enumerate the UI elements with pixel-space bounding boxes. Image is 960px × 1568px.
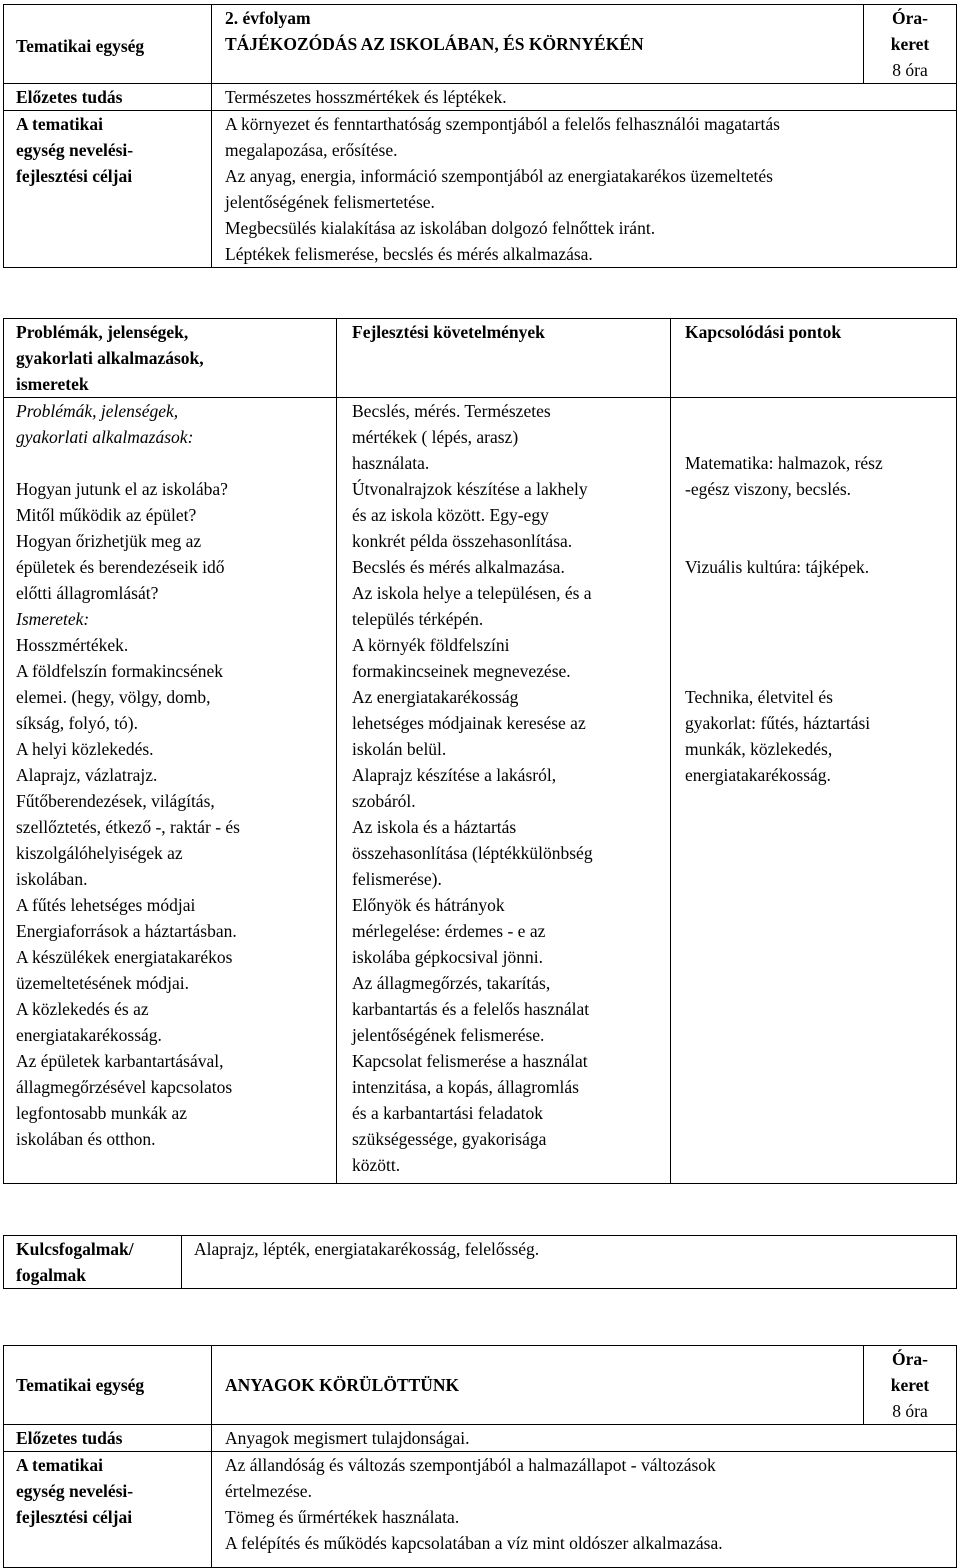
col1-header-line: Problémák, jelenségek, (16, 322, 189, 342)
col3-header-text: Kapcsolódási pontok (685, 322, 842, 342)
connection-tech: energiatakarékosság. (685, 765, 831, 785)
knowledge-line: A helyi közlekedés. (16, 739, 154, 759)
requirement-line: és az iskola között. Egy-egy (352, 505, 549, 525)
content-table (3, 318, 957, 1184)
goals-label-cell (4, 1452, 212, 1568)
goals-label-3: fejlesztési céljai (16, 166, 133, 186)
keywords-label-cell (4, 1236, 182, 1289)
knowledge-line: szellőztetés, étkező -, raktár - és (16, 817, 240, 837)
goal-line: megalapozása, erősítése. (225, 140, 398, 160)
problem-line: Mitől működik az épület? (16, 505, 197, 525)
connection-tech: Technika, életvitel és (685, 687, 833, 707)
prior-label-cell (4, 1425, 212, 1452)
hours-value: 8 óra (892, 60, 928, 80)
keywords-label: Kulcsfogalmak/ (16, 1239, 134, 1259)
knowledge-line: energiatakarékosság. (16, 1025, 162, 1045)
goal-line: Léptékek felismerése, becslés és mérés alkalmazása. (225, 244, 593, 264)
col1-header-line: ismeretek (16, 374, 89, 394)
knowledge-line: A földfelszín formakincsének (16, 661, 224, 681)
requirement-line: Becslés, mérés. Természetes (352, 401, 551, 421)
requirement-line: jelentőségének felismerése. (352, 1025, 545, 1045)
requirement-line: Előnyök és hátrányok (352, 895, 505, 915)
hours-label-1: Óra- (892, 1349, 928, 1369)
problems-heading: gyakorlati alkalmazások: (16, 427, 194, 447)
knowledge-line: A fűtés lehetséges módjai (16, 895, 196, 915)
hours-label-2: keret (890, 34, 930, 54)
prior-label-cell (4, 84, 212, 111)
requirement-line: konkrét példa összehasonlítása. (352, 531, 573, 551)
hours-cell (864, 1346, 957, 1425)
hours-label-1: Óra- (892, 8, 928, 28)
unit-title: TÁJÉKOZÓDÁS AZ ISKOLÁBAN, ÉS KÖRNYÉKÉN (225, 34, 644, 54)
unit1-table (3, 4, 957, 268)
connections-cell (671, 398, 957, 1184)
problems-heading: Problémák, jelenségek, (16, 401, 179, 421)
prior-label: Előzetes tudás (16, 1428, 123, 1448)
prior-text-cell (212, 1425, 957, 1452)
requirement-line: mértékek ( lépés, arasz) (352, 427, 519, 447)
goal-line: Az anyag, energia, információ szempontjából az energiatakarékos üzemeltetés (225, 166, 773, 186)
requirement-line: iskolába gépkocsival jönni. (352, 947, 544, 967)
goals-label-cell (4, 111, 212, 268)
prior-text: Természetes hosszmértékek és léptékek. (225, 87, 507, 107)
goals-label-2: egység nevelési- (16, 1481, 134, 1501)
connection-visual: Vizuális kultúra: tájképek. (685, 557, 870, 577)
goals-text-cell (212, 1452, 957, 1568)
prior-text-cell (212, 84, 957, 111)
knowledge-line: legfontosabb munkák az (16, 1103, 188, 1123)
problem-line: Hogyan őrizhetjük meg az (16, 531, 202, 551)
requirement-line: felismerése). (352, 869, 442, 889)
unit-label: Tematikai egység (16, 36, 145, 56)
requirement-line: szobáról. (352, 791, 416, 811)
requirement-line: szükségessége, gyakorisága (352, 1129, 547, 1149)
unit2-table (3, 1345, 957, 1568)
hours-value: 8 óra (892, 1401, 928, 1421)
requirements-cell (337, 398, 671, 1184)
connection-tech: gyakorlat: fűtés, háztartási (685, 713, 871, 733)
requirement-line: összehasonlítása (léptékkülönbség (352, 843, 593, 863)
requirement-line: iskolán belül. (352, 739, 447, 759)
requirement-line: karbantartás és a felelős használat (352, 999, 590, 1019)
problems-list (16, 476, 336, 606)
col2-header-text: Fejlesztési követelmények (352, 322, 545, 342)
requirement-line: Az iskola helye a településen, és a (352, 583, 592, 603)
problems-knowledge-cell (4, 398, 337, 1184)
goal-line: jelentőségének felismertetése. (225, 192, 435, 212)
knowledge-line: állagmegőrzésével kapcsolatos (16, 1077, 233, 1097)
keywords-text: Alaprajz, lépték, energiatakarékosság, felelősség. (194, 1239, 540, 1259)
knowledge-line: Energiaforrások a háztartásban. (16, 921, 237, 941)
requirement-line: mérlegelése: érdemes - e az (352, 921, 546, 941)
problem-line: épületek és berendezéseik idő (16, 557, 225, 577)
requirements-list (352, 398, 670, 1178)
requirement-line: Kapcsolat felismerése a használat (352, 1051, 588, 1071)
unit-label: Tematikai egység (16, 1375, 145, 1395)
requirement-line: lehetséges módjainak keresése az (352, 713, 586, 733)
requirement-line: Alaprajz készítése a lakásról, (352, 765, 557, 785)
requirement-line: Becslés és mérés alkalmazása. (352, 557, 565, 577)
knowledge-heading: Ismeretek: (16, 609, 90, 629)
goals-label-1: A tematikai (16, 1455, 104, 1475)
unit-title: ANYAGOK KÖRÜLÖTTÜNK (225, 1375, 460, 1395)
knowledge-line: iskolában és otthon. (16, 1129, 156, 1149)
requirement-line: formakincseinek megnevezése. (352, 661, 571, 681)
hours-cell (864, 5, 957, 84)
knowledge-line: síkság, folyó, tó). (16, 713, 139, 733)
knowledge-line: iskolában. (16, 869, 88, 889)
keywords-label: fogalmak (16, 1265, 86, 1285)
goals-label-1: A tematikai (16, 114, 104, 134)
unit-label-cell (4, 5, 212, 84)
knowledge-line: üzemeltetésének módjai. (16, 973, 189, 993)
requirement-line: és a karbantartási feladatok (352, 1103, 543, 1123)
goal-line: Az állandóság és változás szempontjából a halmazállapot - változások (225, 1455, 716, 1475)
requirement-line: között. (352, 1155, 401, 1175)
requirement-line: Az energiatakarékosság (352, 687, 519, 707)
knowledge-line: Az épületek karbantartásával, (16, 1051, 224, 1071)
col3-header (671, 319, 957, 398)
grade-label: 2. évfolyam (225, 8, 311, 28)
requirement-line: Útvonalrajzok készítése a lakhely (352, 479, 588, 499)
problem-line: Hogyan jutunk el az iskolába? (16, 479, 228, 499)
goal-line: Tömeg és űrmértékek használata. (225, 1507, 460, 1527)
knowledge-line: A közlekedés és az (16, 999, 149, 1019)
goals-label-3: fejlesztési céljai (16, 1507, 133, 1527)
knowledge-line: A készülékek energiatakarékos (16, 947, 233, 967)
connection-tech: munkák, közlekedés, (685, 739, 833, 759)
col2-header (337, 319, 671, 398)
goal-line: Megbecsülés kialakítása az iskolában dolgozó felnőttek iránt. (225, 218, 656, 238)
requirement-line: intenzitása, a kopás, állagromlás (352, 1077, 579, 1097)
goal-line: A felépítés és működés kapcsolatában a víz mint oldószer alkalmazása. (225, 1533, 723, 1553)
prior-text: Anyagok megismert tulajdonságai. (225, 1428, 470, 1448)
goal-line: A környezet és fenntarthatóság szempontjából a felelős felhasználói magatartás (225, 114, 780, 134)
goals-label-2: egység nevelési- (16, 140, 134, 160)
requirement-line: település térképén. (352, 609, 484, 629)
knowledge-line: Fűtőberendezések, világítás, (16, 791, 215, 811)
keywords-table (3, 1235, 957, 1289)
goals-text-cell (212, 111, 957, 268)
requirement-line: A környék földfelszíni (352, 635, 510, 655)
requirement-line: használata. (352, 453, 430, 473)
connection-math: -egész viszony, becslés. (685, 479, 852, 499)
unit-title-cell (212, 1346, 864, 1425)
keywords-text-cell (182, 1236, 957, 1289)
hours-label-2: keret (890, 1375, 930, 1395)
unit-title-cell (212, 5, 864, 84)
connection-math: Matematika: halmazok, rész (685, 453, 883, 473)
requirement-line: Az iskola és a háztartás (352, 817, 517, 837)
knowledge-line: kiszolgálóhelyiségek az (16, 843, 183, 863)
col1-header (4, 319, 337, 398)
unit-label-cell (4, 1346, 212, 1425)
requirement-line: Az állagmegőrzés, takarítás, (352, 973, 551, 993)
knowledge-list (16, 632, 336, 1152)
prior-label: Előzetes tudás (16, 87, 123, 107)
goal-line: értelmezése. (225, 1481, 312, 1501)
problem-line: előtti állagromlását? (16, 583, 159, 603)
knowledge-line: elemei. (hegy, völgy, domb, (16, 687, 211, 707)
col1-header-line: gyakorlati alkalmazások, (16, 348, 204, 368)
knowledge-line: Hosszmértékek. (16, 635, 129, 655)
knowledge-line: Alaprajz, vázlatrajz. (16, 765, 158, 785)
